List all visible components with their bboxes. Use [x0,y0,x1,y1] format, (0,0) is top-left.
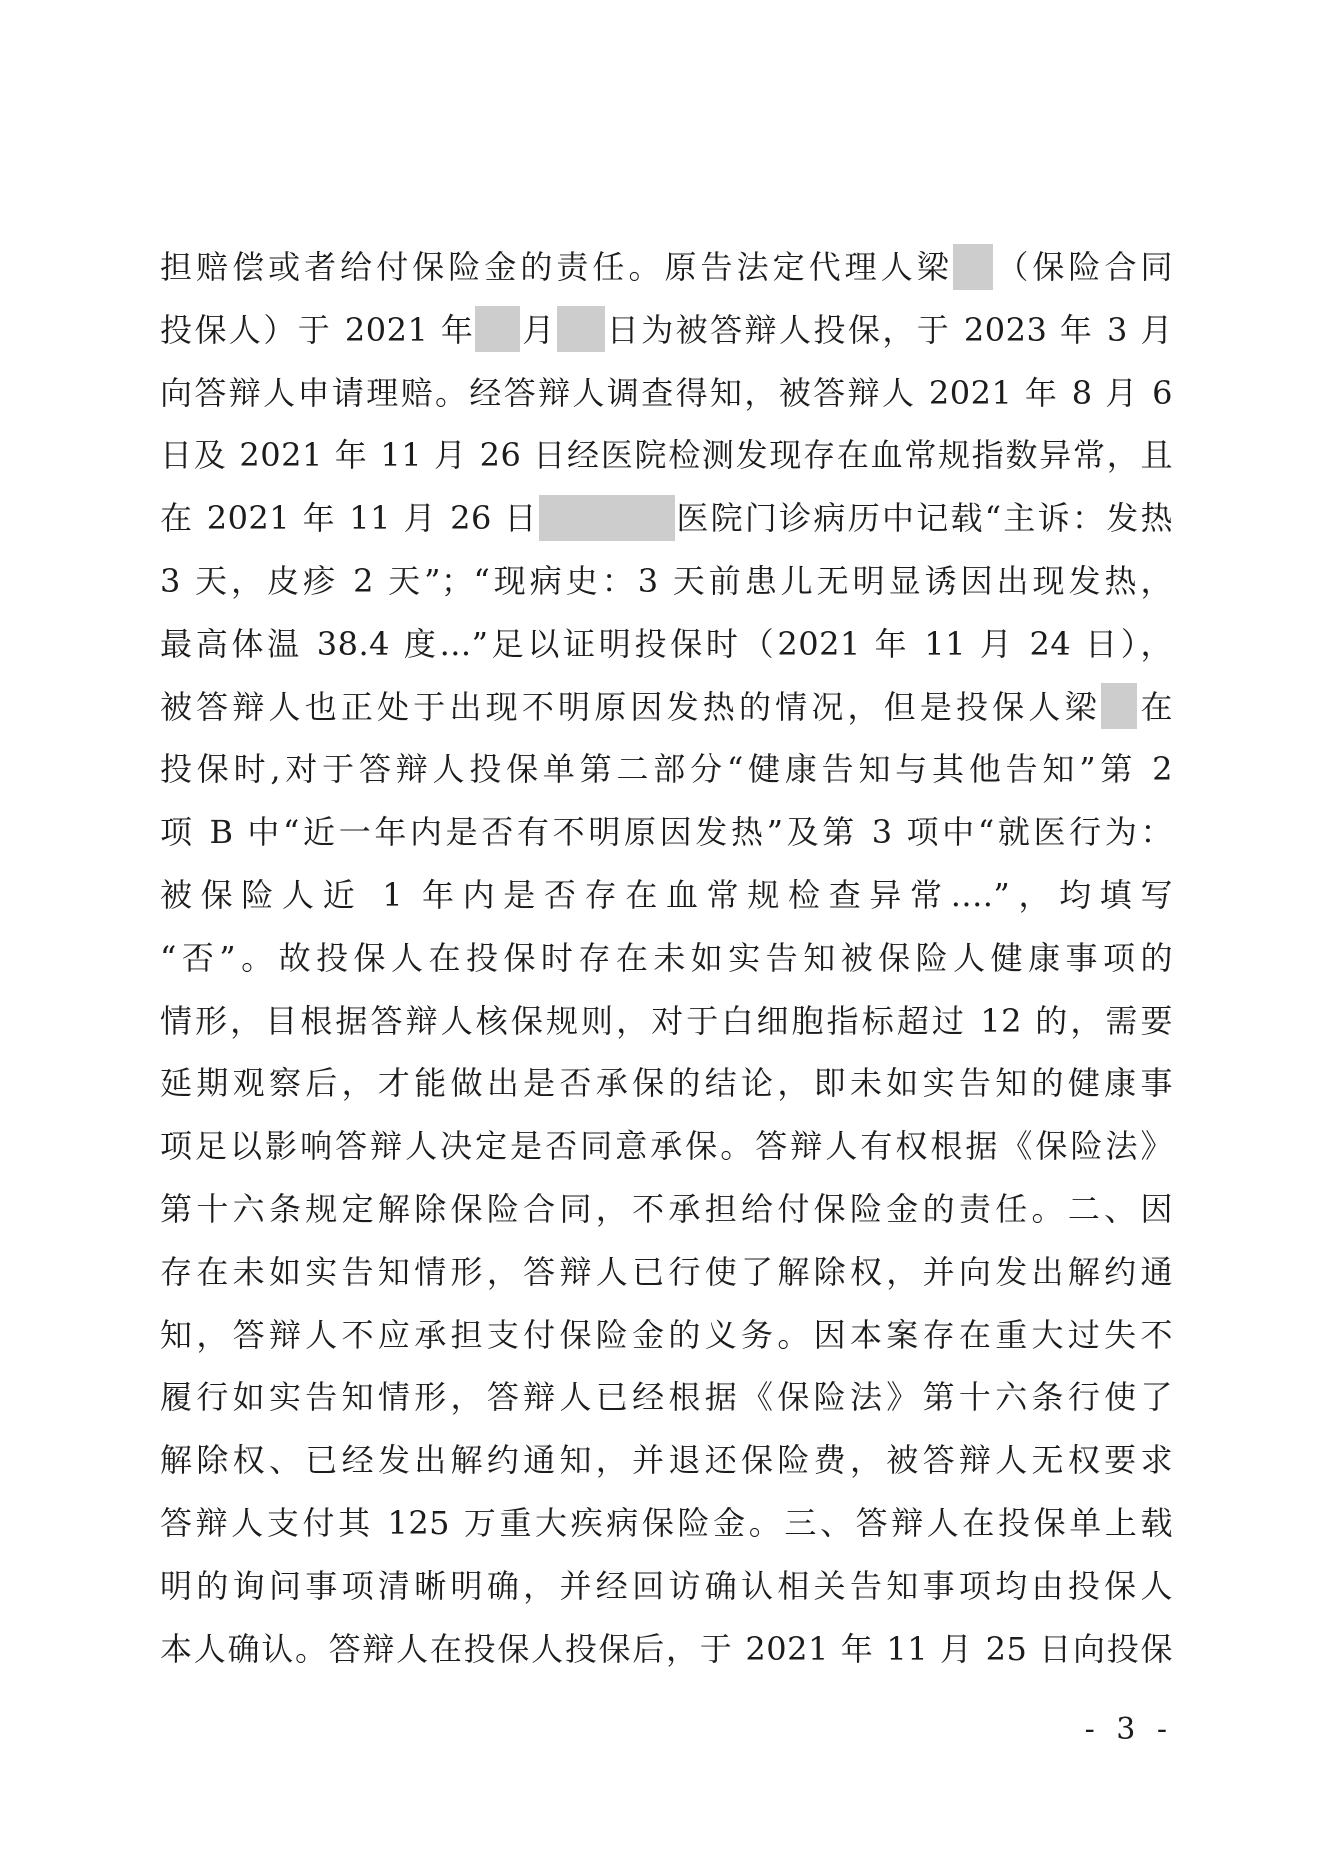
line-segment: 最高体温 38.4 度...”足以证明投保时（2021 年 11 月 24 日）， [160,624,1173,663]
line-segment: 履行如实告知情形，答辩人已经根据《保险法》第十六条行使了 [160,1378,1173,1417]
line-segment: 月 [520,310,557,349]
body-line-14 [160,1052,1173,1115]
body-line-2 [160,299,1173,362]
body-line-7 [160,613,1173,676]
page-number: - 3 - [1084,1712,1173,1747]
line-segment: 3 天，皮疹 2 天”；“现病史：3 天前患儿无明显诱因出现发热， [160,561,1173,600]
body-line-1 [160,236,1173,299]
line-segment: 在 2021 年 11 月 26 日 [160,499,539,538]
line-segment: 项 B 中“近一年内是否有不明原因发热”及第 3 项中“就医行为： [160,813,1173,852]
body-line-8 [160,676,1173,739]
body-line-17 [160,1241,1173,1304]
body-line-18 [160,1304,1173,1367]
body-line-15 [160,1115,1173,1178]
line-segment: 延期观察后，才能做出是否承保的结论，即未如实告知的健康事 [160,1064,1173,1103]
line-segment: 被保险人近 1 年内是否存在血常规检查异常....”，均填写 [160,875,1173,914]
line-segment: 本人确认。答辩人在投保人投保后，于 2021 年 11 月 25 日向投保 [160,1629,1173,1668]
redaction-box [953,244,993,290]
line-segment: 日及 2021 年 11 月 26 日经医院检测发现存在血常规指数异常，且 [160,436,1173,475]
line-segment: 答辩人支付其 125 万重大疾病保险金。三、答辩人在投保单上载 [160,1503,1173,1542]
line-segment: 医院门诊病历中记载“主诉：发热 [674,499,1173,538]
line-segment: 被答辩人也正处于出现不明原因发热的情况，但是投保人梁 [160,687,1101,726]
line-segment: 日为被答辩人投保，于 2023 年 3 月 [604,310,1173,349]
redaction-box [475,306,520,352]
line-segment: （保险合同 [992,248,1173,286]
body-line-12 [160,927,1173,990]
line-segment: 知，答辩人不应承担支付保险金的义务。因本案存在重大过失不 [160,1315,1173,1354]
line-segment: 项足以影响答辩人决定是否同意承保。答辩人有权根据《保险法》 [160,1127,1173,1166]
body-line-10 [160,801,1173,864]
line-segment: 情形，目根据答辩人核保规则，对于白细胞指标超过 12 的，需要 [160,1001,1173,1040]
body-line-6 [160,550,1173,613]
body-line-9 [160,738,1173,801]
body-line-19 [160,1366,1173,1429]
line-segment: “否”。故投保人在投保时存在未如实告知被保险人健康事项的 [160,938,1173,977]
body-line-4 [160,424,1173,487]
line-segment: 向答辩人申请理赔。经答辩人调查得知，被答辩人 2021 年 8 月 6 [160,373,1173,412]
line-segment: 明的询问事项清晰明确，并经回访确认相关告知事项均由投保人 [160,1566,1173,1605]
line-segment: 第十六条规定解除保险合同，不承担给付保险金的责任。二、因 [160,1189,1173,1228]
line-segment: 投保时,对于答辩人投保单第二部分“健康告知与其他告知”第 2 [160,750,1173,789]
line-segment: 解除权、已经发出解约通知，并退还保险费，被答辩人无权要求 [160,1441,1173,1480]
body-line-13 [160,990,1173,1053]
body-line-11 [160,864,1173,927]
line-segment: 在 [1136,687,1173,726]
redaction-box [557,306,605,352]
body-text [160,236,1173,1680]
redaction-box [539,495,675,541]
redaction-box [1101,683,1137,729]
body-line-16 [160,1178,1173,1241]
body-line-3 [160,362,1173,425]
body-line-22 [160,1555,1173,1618]
line-segment: 存在未如实告知情形，答辩人已行使了解除权，并向发出解约通 [160,1252,1173,1291]
body-line-20 [160,1429,1173,1492]
body-line-21 [160,1492,1173,1555]
line-segment: 投保人）于 2021 年 [160,310,476,349]
line-segment: 担赔偿或者给付保险金的责任。原告法定代理人梁 [160,248,953,286]
body-line-5 [160,487,1173,550]
body-line-23 [160,1618,1173,1681]
